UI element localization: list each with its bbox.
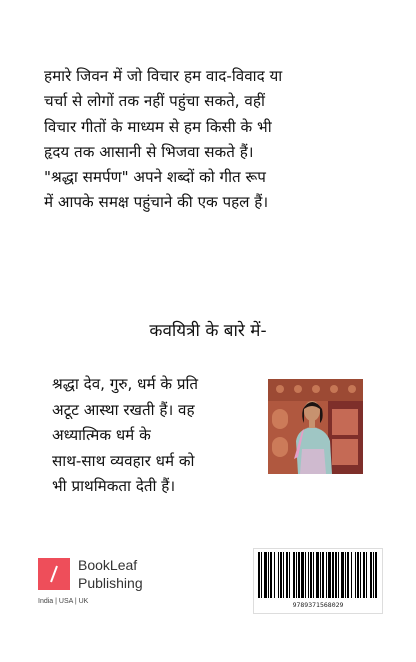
barcode-bar xyxy=(355,552,356,598)
barcode-bar xyxy=(308,552,309,598)
intro-line: हमारे जिवन में जो विचार हम वाद-विवाद या xyxy=(44,67,283,85)
publisher-logo-icon xyxy=(38,558,70,590)
barcode-bar xyxy=(322,552,324,598)
barcode-bar xyxy=(278,552,279,598)
bio-line: अटूट आस्था रखती हैं। वह xyxy=(52,400,195,419)
publisher-logo xyxy=(38,558,178,608)
bio-paragraph xyxy=(52,372,267,500)
intro-line: "श्रद्धा समर्पण" अपने शब्दों को गीत रूप xyxy=(44,168,266,187)
barcode-bar xyxy=(335,552,337,598)
bio-line: अध्यात्मिक धर्म के xyxy=(52,426,151,444)
intro-paragraph xyxy=(44,64,389,216)
barcode-bar xyxy=(360,552,361,598)
publisher-name: BookLeaf Publishing xyxy=(78,557,143,591)
isbn-number: 9789371568029 xyxy=(292,601,344,609)
bio-line: भी प्राथमिकता देती हैं। xyxy=(52,477,176,495)
barcode-bar xyxy=(305,552,306,598)
barcode-bar xyxy=(332,552,334,598)
barcode-bar xyxy=(280,552,282,598)
barcode-bar xyxy=(264,552,267,598)
publisher-regions: India | USA | UK xyxy=(38,598,89,605)
barcode-bar xyxy=(370,552,372,598)
barcode-bar xyxy=(357,552,359,598)
barcode-bar xyxy=(258,552,260,598)
barcode-bar xyxy=(347,552,349,598)
barcode-bar xyxy=(289,552,290,598)
barcode-bar xyxy=(313,552,314,598)
barcode-bars xyxy=(254,549,382,601)
barcode-bar xyxy=(270,552,272,598)
about-heading: कवयित्री के बारे में- xyxy=(149,321,267,341)
barcode-bar xyxy=(301,552,304,598)
intro-line: विचार गीतों के माध्यम से हम किसी के भी xyxy=(44,117,272,136)
intro-line: चर्चा से लोगों तक नहीं पहुंचा सकते, वहीं xyxy=(44,92,265,111)
barcode-bar xyxy=(286,552,288,598)
barcode-bar xyxy=(345,552,346,598)
barcode-bar xyxy=(261,552,262,598)
barcode-bar xyxy=(363,552,365,598)
barcode-bar xyxy=(268,552,269,598)
barcode-bar xyxy=(373,552,374,598)
barcode-bar xyxy=(351,552,352,598)
intro-line: हृदय तक आसानी से भिजवा सकते हैं। xyxy=(44,142,254,161)
barcode-bar xyxy=(375,552,377,598)
barcode-bar xyxy=(326,552,327,598)
barcode-bar xyxy=(274,552,275,598)
barcode-bar xyxy=(366,552,367,598)
barcode-bar xyxy=(310,552,312,598)
bio-line: साथ-साथ व्यवहार धर्म को xyxy=(52,451,195,470)
barcode-bar xyxy=(293,552,295,598)
isbn-barcode xyxy=(253,548,383,614)
author-photo xyxy=(268,379,363,474)
intro-line: में आपके समक्ष पहुंचाने की एक पहल हैं। xyxy=(44,193,269,212)
barcode-bar xyxy=(316,552,319,598)
barcode-bar xyxy=(328,552,331,598)
barcode-bar xyxy=(283,552,284,598)
barcode-bar xyxy=(338,552,339,598)
bio-line: श्रद्धा देव, गुरु, धर्म के प्रति xyxy=(52,375,199,393)
barcode-bar xyxy=(341,552,344,598)
barcode-bar xyxy=(298,552,300,598)
barcode-bar xyxy=(296,552,297,598)
barcode-bar xyxy=(320,552,321,598)
